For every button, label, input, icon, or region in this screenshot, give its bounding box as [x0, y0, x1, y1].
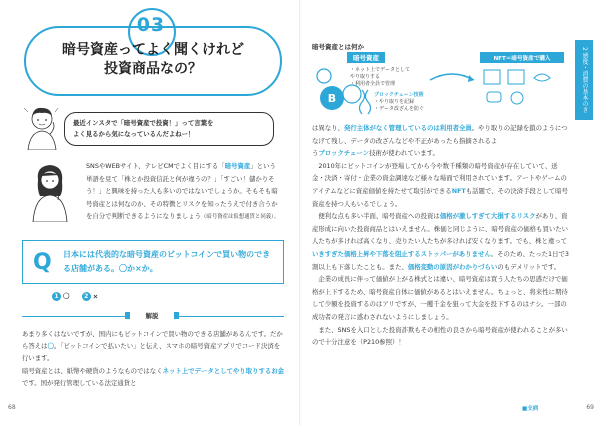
diagram-bullet-1: ・ネット上でデータとして	[350, 67, 411, 73]
page-title-box	[24, 26, 282, 96]
section-number: 03	[136, 14, 166, 36]
quiz-question-box	[22, 240, 284, 284]
nft-label: NFT＝暗号資産で購入	[493, 56, 551, 62]
diagram-main-label: 暗号資産	[353, 54, 379, 62]
man-illustration	[22, 104, 62, 150]
body-paragraph: また、SNSを入口とした投資詐欺もその相性の良さから暗号資産が使われることが多いので十分注意を（P210参照）！	[312, 325, 568, 347]
quiz-options	[52, 291, 108, 301]
svg-text:B: B	[327, 92, 337, 105]
blockchain-bullet-1: ・やり取りを記録	[374, 99, 415, 105]
option-2[interactable]: 2 ×	[82, 292, 98, 301]
woman-illustration	[28, 160, 72, 222]
explanation-body: あまり多くはないですが、国内にもビットコインで買い物のできる店舗があるんです。だから答えは〇。「ビットコインで払いたい」と伝え、スマホの暗号資産アプリでコード決済を行います。 暗号資産とは、紙幣や硬貨のようなものではなくネット上でデータとしてやり取りするお金です。国が発行管理している法定通貨と	[22, 330, 285, 387]
intro-paragraph: SNSやWEBサイト、テレビCMでよく目にする「暗号資産」という単語を見て「株とか投資信託と何が違うの？」「すごい！儲かりそう！」と興味を持った人も多いのではないでしょうか。そもそも暗号資産とは何なのか、その特徴とリスクを知ったうえで付き合うかを自分で判断できるようになりましょう（暗号資産は仮想通貨と同義）。	[86, 162, 280, 220]
explanation-header	[22, 308, 284, 324]
section-heading: 暗号資産とは何か	[312, 43, 364, 51]
right-body	[312, 122, 569, 349]
explanation-label: 解説	[127, 310, 177, 322]
body-paragraph: うブロックチェーン技術が使われています。	[312, 149, 439, 158]
blockchain-bullet-2: ・データ改ざんを防ぐ	[374, 106, 425, 112]
option-1[interactable]: 1 〇	[52, 291, 70, 301]
body-paragraph: は異なり、発行主体がなく管理しているのは利用者全員。やり取りの記録を鎖のようにつなげて残し、データの改ざんなどや不正があったら指摘されるよ	[312, 124, 568, 145]
page-number-right: 69	[586, 404, 594, 411]
diagram-bullet-3: ・利用者全員で管理	[350, 81, 396, 87]
chapter-mark: ■支病	[522, 406, 539, 412]
question-mark-letter: Q	[33, 250, 52, 275]
speech-bubble: 最近インスタで「暗号資産で投資！」って言葉を よく見るから気になっているんだよねー！	[64, 112, 274, 146]
body-paragraph: 便利な点も多い半面、暗号資産への投資は価格が激しすぎて大損するリスクがあり、資産形成に向いた投資商品とはいえません。株価と同じように、暗号資産の価格も買いたい人たちが多ければ高くなり、売りたい人たちが多ければ安くなります。でも、株と違っていきすぎた価格上昇や下落を阻止するストッパーがありません。そのため、たった1日で3割以上も下落したことも。また、価格変動の原因がわかりづらいのもデメリットです。	[312, 212, 569, 271]
body-paragraph: 2010年にビットコインが登場してから今や数千種類の暗号資産が存在していて、送金・決済・寄付・企業の資金調達など様々な場面で利用されています。アートやゲームのアイテムなどに資産価値を持たせて取引ができるNFTも話題で、その決済手段として暗号資産を持つ人もいるでしょう。	[312, 161, 568, 208]
page-number-left: 68	[8, 404, 16, 411]
crypto-diagram	[312, 50, 564, 116]
right-page	[300, 0, 600, 425]
page-title-line2: 投資商品なの？	[104, 61, 202, 77]
chapter-tab: 2 感度・消費の基本のき	[575, 40, 593, 120]
body-paragraph: 企業の成長に伴って価値が上がる株式とは違い、暗号資産は買う人たちの思惑だけで価格が上下するため、暗号資産自体に価値があるとはいえません。ちょっと、将来性に期待して少額を投資するのはアリですが、一攫千金を狙って大金を投下するのはナシ。一部の成功者の発言に惑わされないようにしましょう。	[312, 275, 568, 321]
blockchain-label: ブロックチェーン技術	[374, 92, 424, 98]
question-text: 日本には代表的な暗号資産のビットコインで買い物のできる店舗がある。〇か×か。	[63, 250, 271, 273]
diagram-bullet-2: やり取りする	[350, 74, 381, 80]
page-title-line1: 暗号資産ってよく聞くけれど	[62, 42, 244, 58]
